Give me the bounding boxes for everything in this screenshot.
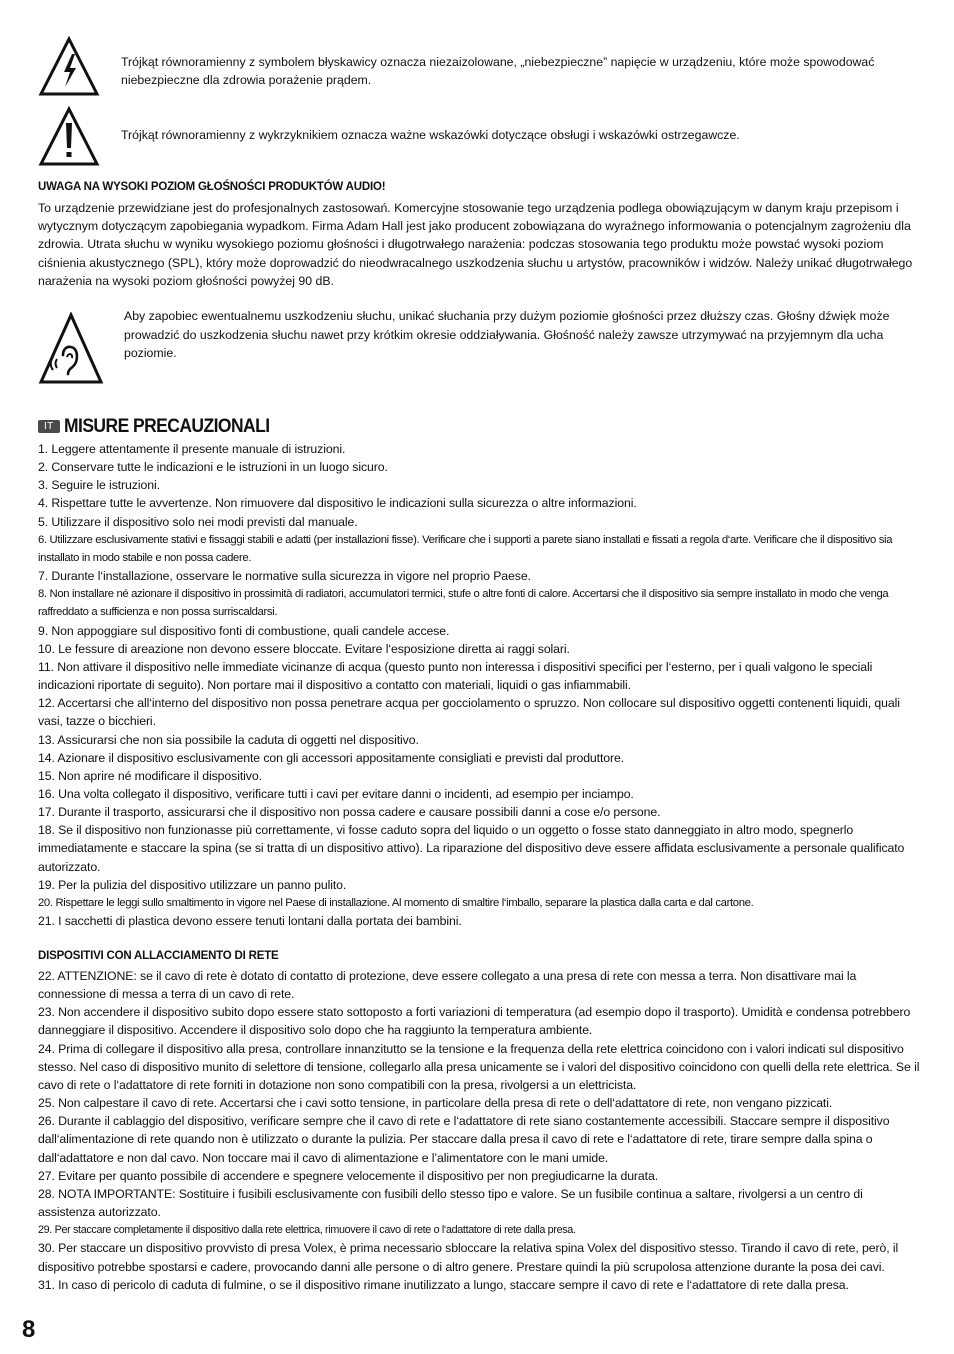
list-item: 13. Assicurarsi che non sia possibile la caduta di oggetti nel dispositivo. [38, 732, 419, 747]
list-item: 10. Le fessure di areazione non devono essere bloccate. Evitare l‘esposizione diretta ai raggi solari. [38, 641, 570, 656]
exclamation-triangle-icon [38, 106, 100, 168]
list-item: 2. Conservare tutte le indicazioni e le istruzioni in un luogo sicuro. [38, 460, 388, 475]
list-item: 31. In caso di pericolo di caduta di fulmine, o se il dispositivo rimane inutilizzato a lungo, staccare sempre il cavo di rete e l‘adattatore di rete dalla presa. [38, 1277, 849, 1292]
language-badge: IT [38, 420, 60, 433]
list-item: 5. Utilizzare il dispositivo solo nei modi previsti dal manuale. [38, 514, 358, 529]
list-item: 21. I sacchetti di plastica devono essere tenuti lontani dalla portata dei bambini. [38, 914, 462, 929]
list-item: 20. Rispettare le leggi sullo smaltimento in vigore nel Paese di installazione. Al momento di smaltire l‘imballo, separare la plastica dalla carta e dal cartone. [38, 896, 754, 909]
list-item: 24. Prima di collegare il dispositivo alla presa, controllare innanzitutto se la tensione e la frequenza della rete elettrica coincidono con i valori indicati sul dispositivo stesso. Nel caso di dispositivo munito di selettore di tensione, collegarlo alla presa unicamente se i valori del dispositivo coincidono con quelli della rete elettrica. Se il cavo di rete o l‘adattatore di rete forniti in dotazione non sono compatibili con la presa, rivolgersi a un elettricista. [38, 1041, 920, 1092]
symbol-row-voltage [38, 36, 918, 100]
list-item: 3. Seguire le istruzioni. [38, 478, 160, 493]
section-title: MISURE PRECAUZIONALI [63, 416, 270, 437]
list-item: 15. Non aprire né modificare il dispositivo. [38, 768, 262, 783]
page-number: 8 [22, 1316, 36, 1343]
list-item: 18. Se il dispositivo non funzionasse più correttamente, vi fosse caduto sopra del liquido o un oggetto o fosse stato danneggiato in altro modo, spegnerlo immediatamente e staccare la spina (se si tratta di un dispositivo attivo). La riparazione del dispositivo deve essere affidata esclusivamente a personale qualificato autorizzato. [38, 823, 905, 874]
list-item: 26. Durante il cablaggio del dispositivo, verificare sempre che il cavo di rete e l‘adattatore di rete siano costantemente accessibili. Staccare sempre il dispositivo dall‘alimentazione di rete quando non è utilizzato o durante la pulizia. Per staccare dalla presa il cavo di rete e l‘adattatore di rete, tirare sempre dalla spina o dall‘adattatore e non dal cavo. Non toccare mai il cavo di alimentazione e l’alimentatore con le mani umide. [38, 1114, 890, 1165]
symbol-voltage-text: Trójkąt równoramienny z symbolem błyskawicy oznacza niezaizolowane, „niebezpieczne” napięcie w urządzeniu, które może spowodować niebezpieczne dla zdrowia porażenie prądem. [121, 55, 875, 87]
list-item: 27. Evitare per quanto possibile di accendere e spegnere velocemente il dispositivo per non pregiudicarne la durata. [38, 1168, 659, 1183]
list-item: 17. Durante il trasporto, assicurarsi che il dispositivo non possa cadere e causare possibili danni a cose e/o persone. [38, 805, 661, 820]
volume-warning-body: To urządzenie przewidziane jest do profesjonalnych zastosowań. Komercyjne stosowanie tego urządzenia podlega obowiązującym w danym kraju przepisom i wytycznym dotyczącym zapobiegania wypadkom. Firma Adam Hall jest jako producent zobowiązana do wyraźnego informowania o potencjalnym zagrożeniu dla zdrowia. Utrata słuchu w wyniku wysokiego poziomu głośności i długotrwałego narażenia: podczas stosowania tego produktu może powstać wysoki poziom ciśnienia akustycznego (SPL), który może doprowadzić do nieodwracalnego uszkodzenia słuchu u artystów, pracowników i widzów. Należy unikać długotrwałego narażenia na wysoki poziom głośności powyżej 90 dB. [38, 201, 913, 288]
list-item: 1. Leggere attentamente il presente manuale di istruzioni. [38, 442, 346, 456]
list-item: 4. Rispettare tutte le avvertenze. Non rimuovere dal dispositivo le indicazioni sulla sicurezza o altre informazioni. [38, 496, 637, 511]
list-item: 14. Azionare il dispositivo esclusivamente con gli accessori appositamente consigliati e previsti dal produttore. [38, 750, 625, 765]
volume-warning-heading: UWAGA NA WYSOKI POZIOM GŁOŚNOŚCI PRODUKTÓW AUDIO! [38, 181, 386, 193]
list-item: 28. NOTA IMPORTANTE: Sostituire i fusibili esclusivamente con fusibili dello stesso tipo e valore. Se un fusibile continua a saltare, rivolgersi a un centro di assistenza autorizzato. [38, 1186, 863, 1220]
lightning-triangle-icon [38, 36, 100, 98]
list-item: 11. Non attivare il dispositivo nelle immediate vicinanze di acqua (questo punto non interessa i dispositivi specifici per l‘esterno, per i quali valgono le speciali indicazioni riportate di seguito). Non portare mai il dispositivo a contatto con materiali, liquidi o gas infiammabili. [38, 659, 873, 693]
list-item: 30. Per staccare un dispositivo provvisto di presa Volex, è prima necessario sbloccare la relativa spina Volex del dispositivo stesso. Tirando il cavo di rete, però, il dispositivo potrebbe spostarsi e cadere, provocando danni alle persone o di altro genere. Prestare quindi la più scrupolosa attenzione durante la posa dei cavi. [38, 1241, 899, 1274]
precautions-list [38, 440, 920, 930]
list-item: 9. Non appoggiare sul dispositivo fonti di combustione, quali candele accese. [38, 623, 450, 638]
hearing-warning-icon [38, 312, 104, 388]
symbol-row-attention [38, 106, 918, 170]
list-item: 16. Una volta collegato il dispositivo, verificare tutti i cavi per evitare danni o incidenti, ad esempio per inciampo. [38, 786, 634, 801]
list-item: 19. Per la pulizia del dispositivo utilizzare un panno pulito. [38, 877, 347, 892]
list-item: 23. Non accendere il dispositivo subito dopo essere stato sottoposto a forti variazioni di temperatura (ad esempio dopo il trasporto). Umidità e condensa potrebbero danneggiare il dispositivo. Accendere il dispositivo solo dopo che ha raggiunto la temperatura ambiente. [38, 1005, 911, 1038]
list-item: 8. Non installare né azionare il dispositivo in prossimità di radiatori, accumulatori termici, stufe o altre fonti di calore. Accertarsi che il dispositivo sia sempre installato in modo che venga raffreddato a sufficienza e non possa surriscaldarsi. [38, 588, 889, 619]
list-item: 12. Accertarsi che all‘interno del dispositivo non possa penetrare acqua per gocciolamento o spruzzo. Non collocare sul dispositivo oggetti contenenti liquidi, quali vasi, tazze o bicchieri. [38, 696, 900, 729]
symbol-attention-text: Trójkąt równoramienny z wykrzyknikiem oznacza ważne wskazówki dotyczące obsługi i wskazówki ostrzegawcze. [121, 128, 740, 142]
list-item: 7. Durante l‘installazione, osservare le normative sulla sicurezza in vigore nel proprio Paese. [38, 569, 531, 584]
list-item: 29. Per staccare completamente il dispositivo dalla rete elettrica, rimuovere il cavo di rete o l‘adattatore di rete dalla presa. [38, 1224, 576, 1237]
list-item: 22. ATTENZIONE: se il cavo di rete è dotato di contatto di protezione, deve essere collegato a una presa di rete con messa a terra. Non disattivare mai la connessione di messa a terra di un cavo di rete. [38, 969, 857, 1002]
hearing-row [38, 306, 918, 386]
mains-section-heading: DISPOSITIVI CON ALLACCIAMENTO DI RETE [38, 950, 279, 962]
hearing-text: Aby zapobiec ewentualnemu uszkodzeniu słuchu, unikać słuchania przy dużym poziomie głośności przez dłuższy czas. Głośny dźwięk może prowadzić do uszkodzenia słuchu nawet przy krótkim okresie oddziaływania. Głośność należy zawsze utrzymywać na przyjemnym dla ucha poziomie. [124, 309, 890, 360]
section-header-it [38, 416, 287, 440]
mains-list [38, 967, 920, 1294]
list-item: 25. Non calpestare il cavo di rete. Accertarsi che i cavi sotto tensione, in particolare della presa di rete o dell‘adattatore di rete, non vengano pizzicati. [38, 1096, 833, 1111]
list-item: 6. Utilizzare esclusivamente stativi e fissaggi stabili e adatti (per installazioni fisse). Verificare che i supporti a parete siano installati e fissati a regola d‘arte. Verificare che il dispositivo sia installato in modo stabile e non possa cadere. [38, 533, 893, 564]
